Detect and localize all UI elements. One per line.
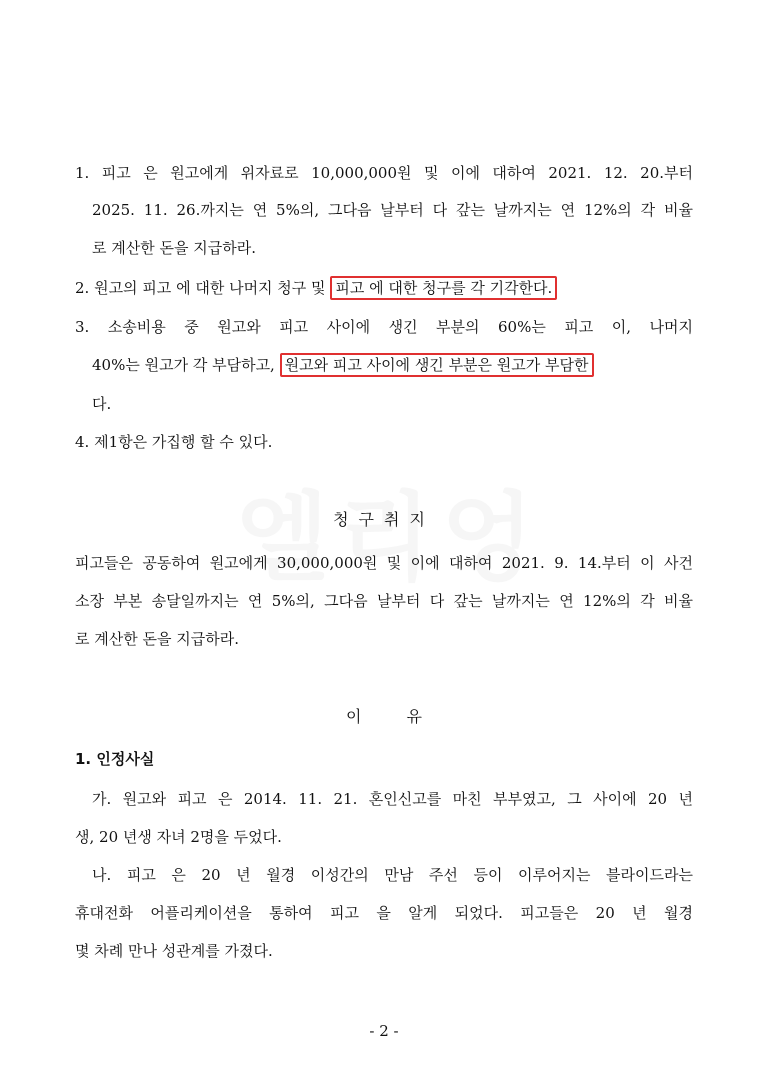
order-item-1-line-1: 1. 피고 은 원고에게 위자료로 10,000,000원 및 이에 대하여 2021. 12. 20.부터: [75, 164, 693, 182]
order-item-3-text: 40%는 원고가 각 부담하고,: [92, 356, 280, 374]
claims-heading: 청구취지: [333, 510, 435, 529]
claims-line-2: 소장 부본 송달일까지는 연 5%의, 그다음 날부터 다 갚는 날까지는 연 12%의 각 비율: [75, 592, 693, 610]
claims-line-1: 피고들은 공동하여 원고에게 30,000,000원 및 이에 대하여 2021. 9. 14.부터 이 사건: [75, 554, 693, 572]
highlight-box-dismissal: 피고 에 대한 청구를 각 기각한다.: [330, 276, 557, 300]
order-item-2-text: 2. 원고의 피고 에 대한 나머지 청구 및: [75, 279, 331, 297]
page-number: - 2 -: [369, 1022, 399, 1040]
order-item-2: [75, 277, 557, 299]
facts-ga-line-2: 생, 20 년생 자녀 2명을 두었다.: [75, 828, 282, 846]
order-item-1-line-2: 2025. 11. 26.까지는 연 5%의, 그다음 날부터 다 갚는 날까지는 연 12%의 각 비율: [92, 201, 693, 219]
order-item-3-line-1: 3. 소송비용 중 원고와 피고 사이에 생긴 부분의 60%는 피고 이, 나머지: [75, 318, 693, 336]
claims-line-3: 로 계산한 돈을 지급하라.: [75, 630, 239, 648]
order-item-1-line-3: 로 계산한 돈을 지급하라.: [92, 239, 256, 257]
order-item-3-line-3: 다.: [92, 395, 112, 413]
order-item-4: 4. 제1항은 가집행 할 수 있다.: [75, 433, 273, 451]
highlight-box-costs: 원고와 피고 사이에 생긴 부분은 원고가 부담한: [280, 353, 594, 377]
reasons-heading: 이 유: [346, 707, 422, 726]
order-item-3-line-2: [92, 354, 594, 376]
section-title-facts: 1. 인정사실: [75, 750, 155, 768]
facts-ga-line-1: 가. 원고와 피고 은 2014. 11. 21. 혼인신고를 마친 부부였고, 그 사이에 20 년: [92, 790, 693, 808]
facts-na-line-1: 나. 피고 은 20 년 월경 이성간의 만남 주선 등이 이루어지는 블라이드라는: [92, 866, 693, 884]
facts-na-line-3: 몇 차례 만나 성관계를 가졌다.: [75, 942, 273, 960]
facts-na-line-2: 휴대전화 어플리케이션을 통하여 피고 을 알게 되었다. 피고들은 20 년 월경: [75, 904, 693, 922]
